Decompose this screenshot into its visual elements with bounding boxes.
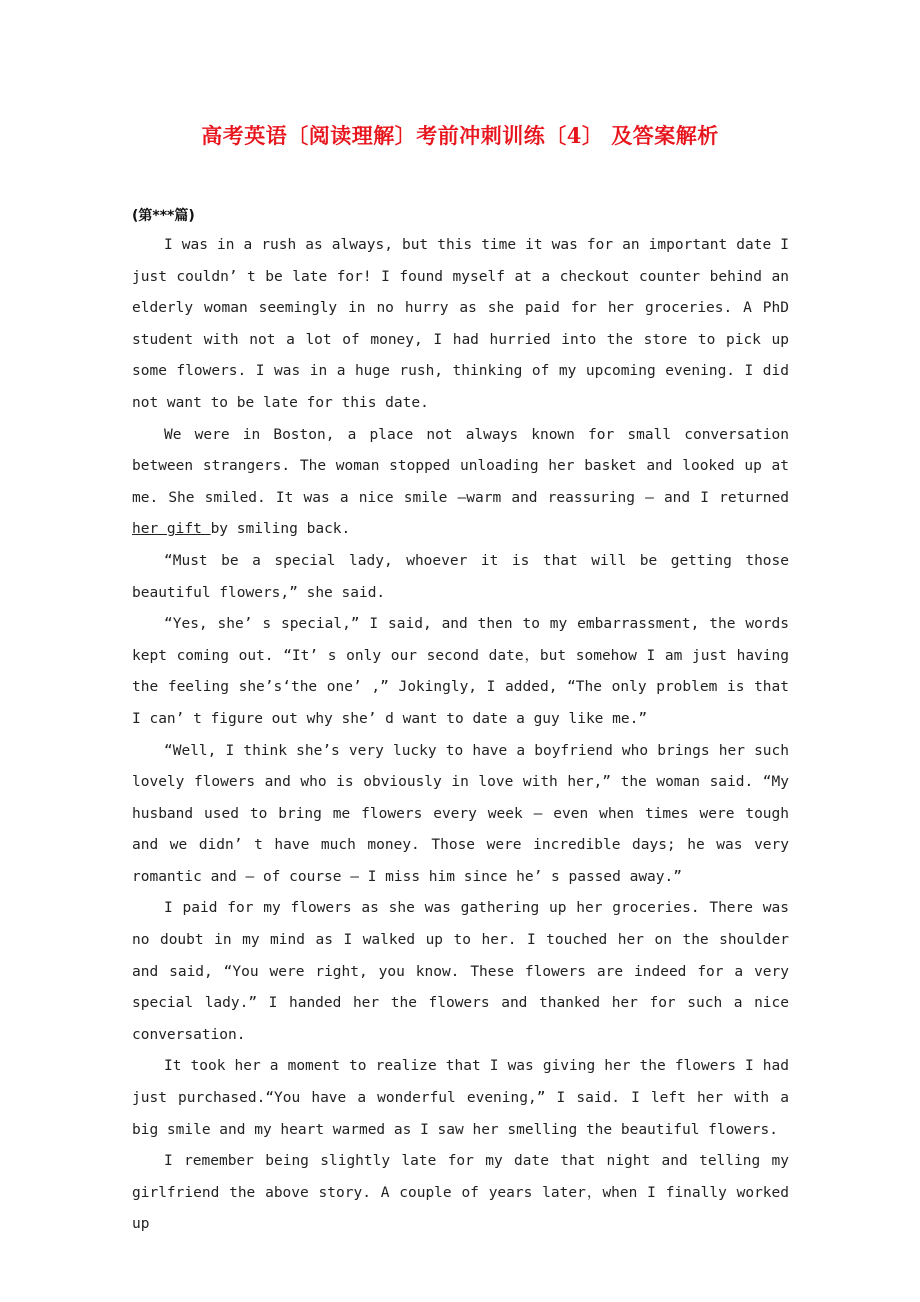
paragraph [132,230,789,420]
paragraph [132,1146,789,1241]
paragraph [132,1051,789,1146]
paragraph-text: by smiling back. [210,521,351,538]
paragraph-text: “Well, I think she’s very lucky to have a boyfriend who brings her such lovely flowers and who is obviously in love with her,” the woman said. “My husband used to bring me flowers every week — even when times were tough and we didn’ t have much money. Those were incredible days; he was very romantic and — of course — I miss him since he’ s passed away.” [132,742,789,885]
paragraph-text: “Yes, she’ s special,” I said, and then to my embarrassment, the words kept coming out. “It’ s only our second date，but somehow I am just having the feeling she’s‘the one’ ,” Jokingly, I added, “The only problem is that I can’ t figure out why she’ d want to date a guy like me.” [132,616,789,727]
paragraph-text: I remember being slightly late for my date that night and telling my girlfriend the above story. A couple of years later，when I finally worked up [132,1153,789,1233]
underlined-phrase: her gift [132,521,211,538]
paragraph [132,420,789,546]
section-label: (第***篇) [132,208,195,224]
paragraph-text: I was in a rush as always, but this time it was for an important date I just couldn’ t be late for! I found myself at a checkout counter behind an elderly woman seemingly in no hurry as she paid for her groceries. A PhD student with not a lot of money, I had hurried into the store to pick up some flowers. I was in a huge rush, thinking of my upcoming evening. I did not want to be late for this date. [132,237,789,411]
document-title: 高考英语〔阅读理解〕考前冲刺训练〔4〕 及答案解析 [201,123,719,148]
paragraph [132,609,789,735]
paragraph [132,893,789,1051]
paragraph-text: I paid for my flowers as she was gathering up her groceries. There was no doubt in my mind as I walked up to her. I touched her on the shoulder and said, “You were right, you know. These flowers are indeed for a very special lady.” I handed her the flowers and thanked her for such a nice conversation. [132,900,789,1043]
paragraph-text: “Must be a special lady, whoever it is that will be getting those beautiful flowers,” she said. [132,552,789,601]
paragraph-text: We were in Boston, a place not always known for small conversation between strangers. The woman stopped unloading her basket and looked up at me. She smiled. It was a nice smile —warm and reassuring — and I returned [132,426,789,506]
paragraph-text: It took her a moment to realize that I was giving her the flowers I had just purchased.“You have a wonderful evening,” I said. I left her with a big smile and my heart warmed as I saw her smelling the beautiful flowers. [132,1058,789,1138]
paragraph [132,736,789,894]
paragraph [132,546,789,609]
article-body [132,230,789,1241]
